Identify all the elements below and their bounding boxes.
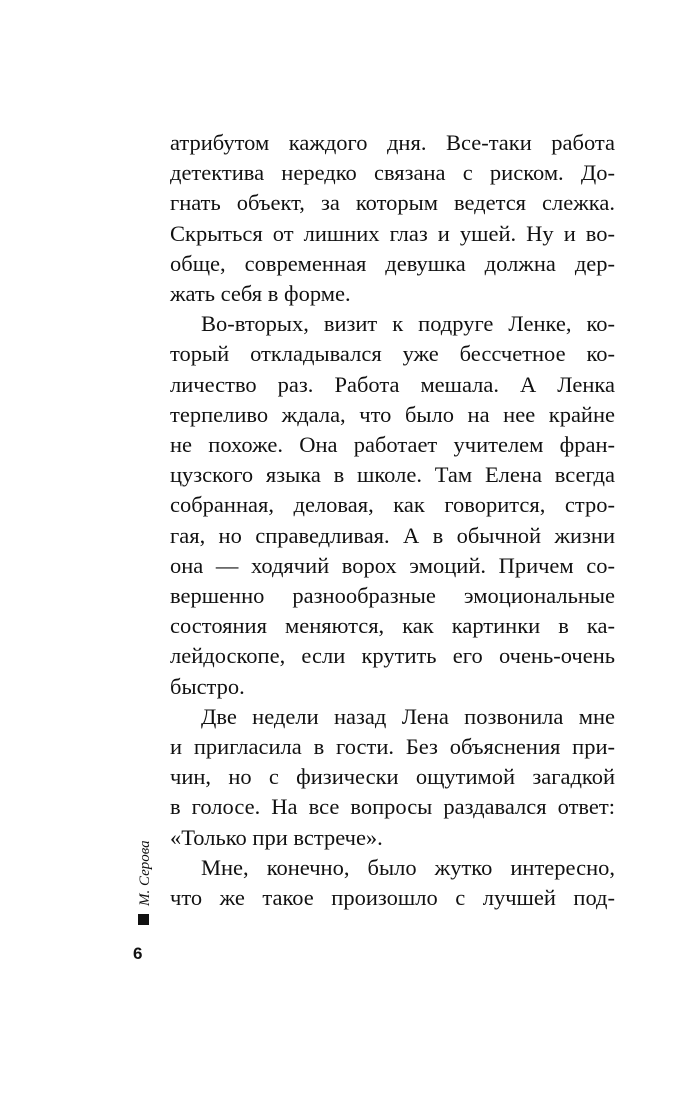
page-sidebar: [130, 826, 158, 926]
text-line: собранная, деловая, как говорится, стро-: [170, 492, 615, 518]
text-line: в голосе. На все вопросы раздавался ответ:: [170, 794, 615, 820]
text-line: детектива нередко связана с риском. До-: [170, 160, 615, 186]
text-line: вершенно разнообразные эмоциональные: [170, 583, 615, 609]
text-line: гая, но справедливая. А в обычной жизни: [170, 522, 615, 548]
text-line: торый откладывался уже бессчетное ко-: [170, 341, 615, 367]
paragraph-2: [170, 309, 615, 702]
square-marker-icon: [138, 914, 149, 925]
text-line: гнать объект, за которым ведется слежка.: [170, 190, 615, 216]
text-line: цузского языка в школе. Там Елена всегда: [170, 462, 615, 488]
text-line: обще, современная девушка должна дер-: [170, 250, 615, 276]
text-line: личество раз. Работа мешала. А Ленка: [170, 371, 615, 397]
text-line: лейдоскопе, если крутить его очень-очень: [170, 643, 615, 669]
text-line: «Только при встрече».: [170, 824, 383, 850]
paragraph-1: [170, 128, 615, 309]
author-name: М. Серова: [137, 840, 153, 906]
text-line: Две недели назад Лена позвонила мне: [201, 703, 615, 729]
paragraph-3: [170, 702, 615, 853]
text-line: чин, но с физически ощутимой загадкой: [170, 764, 615, 790]
text-line: и пригласила в гости. Без объяснения при-: [170, 734, 615, 760]
paragraph-4: [170, 853, 615, 913]
page-number: 6: [133, 944, 143, 963]
text-line: не похоже. Она работает учителем фран-: [170, 432, 615, 458]
text-line: состояния меняются, как картинки в ка-: [170, 613, 615, 639]
text-line: атрибутом каждого дня. Все-таки работа: [170, 130, 615, 155]
text-line: быстро.: [170, 673, 245, 699]
text-line: она — ходячий ворох эмоций. Причем со-: [170, 552, 615, 578]
text-line: жать себя в форме.: [170, 281, 351, 307]
text-line: терпеливо ждала, что было на нее крайне: [170, 401, 615, 427]
text-line: Скрыться от лишних глаз и ушей. Ну и во-: [170, 220, 615, 246]
text-line: что же такое произошло с лучшей под-: [170, 885, 615, 911]
text-line: Мне, конечно, было жутко интересно,: [201, 854, 615, 880]
body-text: [170, 128, 615, 913]
text-line: Во-вторых, визит к подруге Ленке, ко-: [201, 311, 615, 337]
